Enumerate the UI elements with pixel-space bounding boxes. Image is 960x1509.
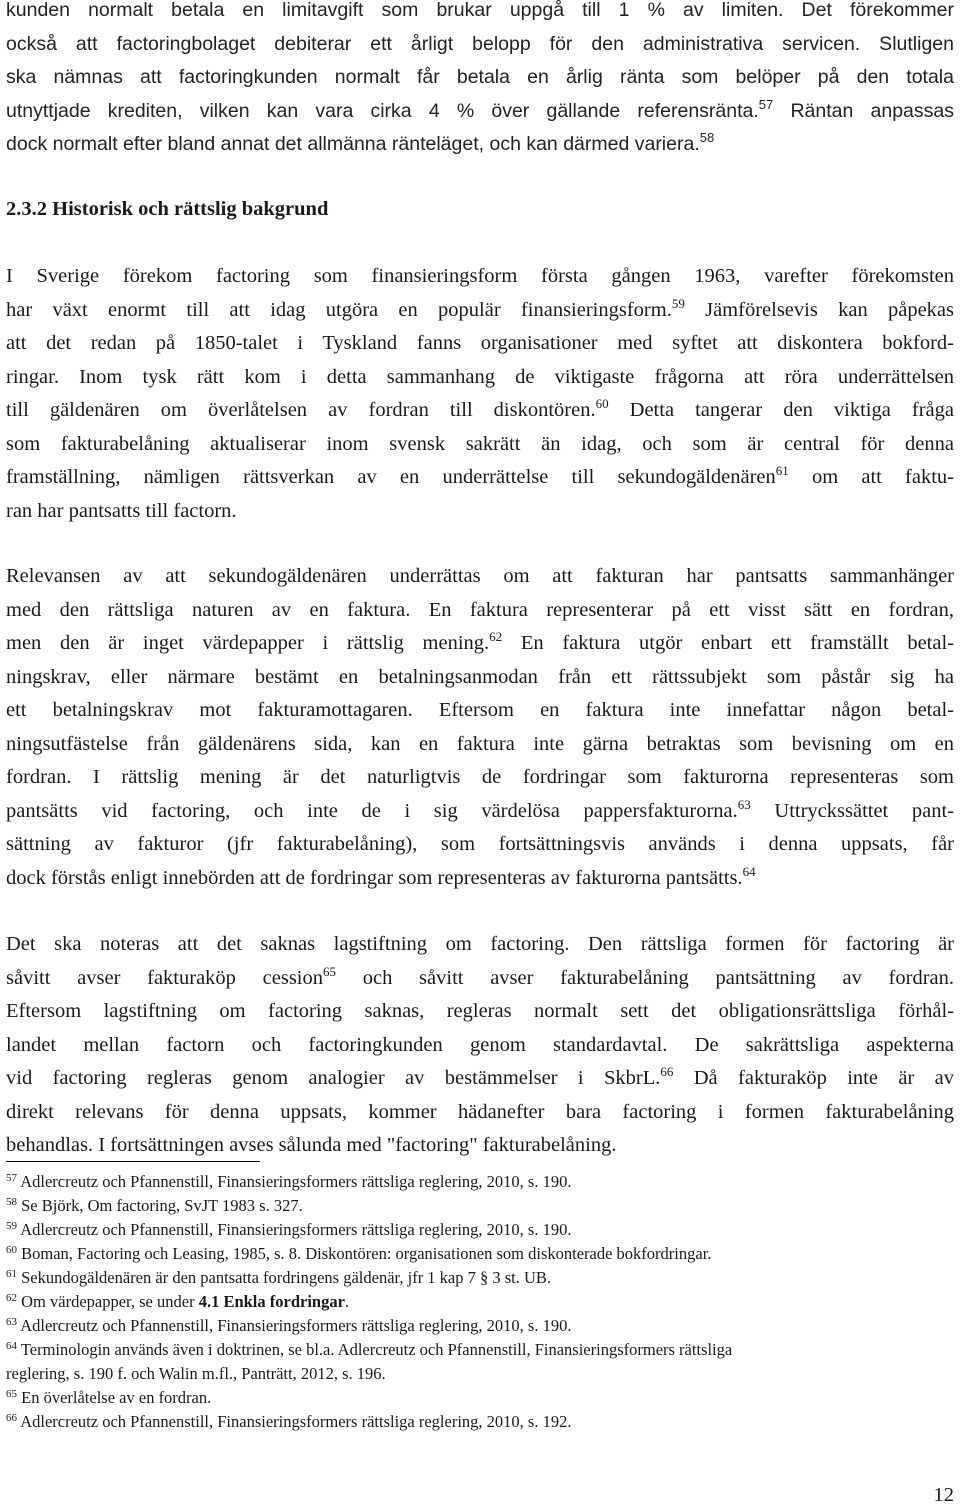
footnote-link-section[interactable]: 4.1 Enkla fordringar xyxy=(198,1292,345,1311)
footnote-ref[interactable]: 60 xyxy=(595,396,609,411)
text-fragment: utnyttjade krediten, vilken kan vara cirka 4 % över gällande referensränta. xyxy=(6,99,759,122)
footnote-item xyxy=(6,1386,954,1410)
footnote-item xyxy=(6,1290,954,1314)
footnote-text: Sekundogäldenären är den pantsatta fordringens gäldenär, jfr 1 kap 7 § 3 st. UB. xyxy=(17,1268,552,1287)
text-line xyxy=(6,294,954,328)
paragraph-legislation xyxy=(6,928,954,1163)
text-line xyxy=(6,627,954,661)
footnote-ref[interactable]: 62 xyxy=(489,629,503,644)
text-line: ningsutfästelse från gäldenärens sida, kan en faktura inte gärna betraktas som bevisning om en xyxy=(6,732,954,755)
footnote-text: Terminologin används även i doktrinen, se bl.a. Adlercreutz och Pfannenstill, Finansieringsformers rättsliga xyxy=(17,1340,733,1359)
text-fragment: Räntan anpassas xyxy=(773,99,954,122)
footnote-text: Se Björk, Om factoring, SvJT 1983 s. 327. xyxy=(17,1196,303,1215)
paragraph-continued xyxy=(6,0,954,162)
footnote-number: 64 xyxy=(6,1340,17,1352)
footnote-number: 57 xyxy=(6,1172,17,1184)
footnote-item xyxy=(6,1170,954,1194)
footnotes xyxy=(6,1170,954,1434)
footnote-ref[interactable]: 63 xyxy=(737,796,751,812)
footnote-number: 59 xyxy=(6,1220,17,1232)
footnote-text: En överlåtelse av en fordran. xyxy=(17,1388,212,1407)
text-line: ska nämnas att factoringkunden normalt får betala en årlig ränta som belöper på den totala xyxy=(6,66,954,88)
text-fragment: dock förstås enligt innebörden att de fordringar som representeras av fakturorna pantsätts. xyxy=(6,866,743,889)
text-fragment: pantsätts vid factoring, och inte de i sig värdelösa pappersfakturorna. xyxy=(6,799,738,822)
section-heading: 2.3.2 Historisk och rättslig bakgrund xyxy=(6,198,329,220)
text-line: ningskrav, eller närmare bestämt en betalningsanmodan från ett rättssubjekt som påstår sig ha xyxy=(6,665,954,688)
footnote-ref[interactable]: 58 xyxy=(699,130,715,145)
text-fragment: dock normalt efter bland annat det allmänna ränteläget, och kan därmed variera. xyxy=(6,133,700,155)
page-number: 12 xyxy=(933,1484,954,1506)
text-line: Relevansen av att sekundogäldenären underrättas om att fakturan har pantsatts sammanhänger xyxy=(6,565,954,587)
footnote-number: 66 xyxy=(6,1412,17,1424)
text-line xyxy=(6,795,954,829)
footnote-text: Boman, Factoring och Leasing, 1985, s. 8. Diskontören: organisationen som diskonterade bokfordringar. xyxy=(17,1244,712,1263)
text-line xyxy=(6,461,954,495)
footnote-ref[interactable]: 65 xyxy=(323,963,336,979)
footnote-separator xyxy=(6,1161,260,1162)
text-line: fordran. I rättslig mening är det naturligtvis de fordringar som fakturorna representeras som xyxy=(6,766,954,788)
text-line: ett betalningskrav mot fakturamottagaren. Eftersom en faktura inte innefattar någon betal- xyxy=(6,699,954,721)
text-fragment: till gäldenären om överlåtelsen av fordran till diskontören. xyxy=(6,399,596,421)
text-line xyxy=(6,128,954,162)
text-line: sättning av fakturor (jfr fakturabelåning), som fortsättningsvis används i denna uppsats, får xyxy=(6,833,954,855)
text-line: att det redan på 1850-talet i Tyskland fanns organisationer med syftet att diskontera bokford- xyxy=(6,332,954,354)
text-fragment: framställning, nämligen rättsverkan av en underrättelse till sekundogäldenären xyxy=(6,466,776,488)
text-fragment: har växt enormt till att idag utgöra en populär finansieringsform. xyxy=(6,298,672,321)
footnote-item xyxy=(6,1266,954,1290)
footnote-ref[interactable]: 57 xyxy=(758,96,774,112)
text-line xyxy=(6,1062,954,1096)
text-line: behandlas. I fortsättningen avses sålunda med "factoring" fakturabelåning. xyxy=(6,1134,617,1156)
footnote-number: 63 xyxy=(6,1316,17,1328)
footnote-ref[interactable]: 61 xyxy=(775,463,789,478)
text-line: kunden normalt betala en limitavgift som brukar uppgå till 1 % av limiten. Det förekommer xyxy=(6,0,954,21)
footnote-ref[interactable]: 66 xyxy=(660,1064,674,1079)
text-fragment: En faktura utgör enbart ett framställt betal- xyxy=(502,632,954,654)
text-line xyxy=(6,95,954,129)
footnote-number: 62 xyxy=(6,1292,17,1304)
text-line xyxy=(6,394,954,428)
text-line: med den rättsliga naturen av en faktura. En faktura representerar på ett visst sätt en fordran, xyxy=(6,598,954,621)
text-fragment: Jämförelsevis kan påpekas xyxy=(684,298,955,321)
text-line: Eftersom lagstiftning om factoring saknas, regleras normalt sett det obligationsrättsliga förhål- xyxy=(6,1000,954,1022)
footnote-text: . xyxy=(344,1292,350,1311)
footnote-item xyxy=(6,1218,954,1242)
text-fragment: men den är inget värdepapper i rättslig mening. xyxy=(6,632,490,654)
footnote-number: 65 xyxy=(6,1388,17,1400)
text-line: Det ska noteras att det saknas lagstiftning om factoring. Den rättsliga formen för factoring är xyxy=(6,933,954,955)
paragraph-invoice-nature xyxy=(6,560,954,895)
footnote-item xyxy=(6,1242,954,1266)
text-fragment: Då fakturaköp inte är av xyxy=(673,1067,955,1089)
text-line: ran har pantsatts till factorn. xyxy=(6,499,237,522)
text-line: I Sverige förekom factoring som finansieringsform första gången 1963, varefter förekomsten xyxy=(6,265,954,287)
text-line: landet mellan factorn och factoringkunden genom standardavtal. De sakrättsliga aspekterna xyxy=(6,1033,954,1056)
footnote-ref[interactable]: 64 xyxy=(742,863,756,879)
footnote-text: Adlercreutz och Pfannenstill, Finansieringsformers rättsliga reglering, 2010, s. 190. xyxy=(17,1220,572,1239)
footnote-number: 58 xyxy=(6,1196,17,1208)
text-fragment: såvitt avser fakturaköp cession xyxy=(6,966,323,989)
text-line: som fakturabelåning aktualiserar inom svensk sakrätt än idag, och som är central för denna xyxy=(6,432,954,455)
text-fragment: Detta tangerar den viktiga fråga xyxy=(608,399,954,421)
text-line: direkt relevans för denna uppsats, kommer hädanefter bara factoring i formen fakturabelåning xyxy=(6,1100,954,1123)
text-fragment: Uttryckssättet pant- xyxy=(750,799,954,822)
text-fragment: och såvitt avser fakturabelåning pantsättning av fordran. xyxy=(336,966,954,989)
footnote-text: Adlercreutz och Pfannenstill, Finansieringsformers rättsliga reglering, 2010, s. 190. xyxy=(17,1316,572,1335)
footnote-text: Om värdepapper, se under xyxy=(17,1292,199,1311)
text-line xyxy=(6,862,954,896)
footnote-item xyxy=(6,1314,954,1338)
text-line xyxy=(6,962,954,996)
paragraph-historical-background xyxy=(6,260,954,528)
text-fragment: vid factoring regleras genom analogier av bestämmelser i SkbrL. xyxy=(6,1067,661,1089)
footnote-number: 60 xyxy=(6,1244,17,1256)
footnote-number: 61 xyxy=(6,1268,17,1280)
footnote-item xyxy=(6,1338,954,1362)
text-fragment: om att faktu- xyxy=(788,466,954,488)
text-line: ringar. Inom tysk rätt kom i detta sammanhang de viktigaste frågorna att röra underrättelsen xyxy=(6,365,954,388)
footnote-item xyxy=(6,1194,954,1218)
footnote-ref[interactable]: 59 xyxy=(671,295,685,311)
footnote-text: Adlercreutz och Pfannenstill, Finansieringsformers rättsliga reglering, 2010, s. 192. xyxy=(17,1412,572,1431)
text-line: också att factoringbolaget debiterar ett årligt belopp för den administrativa servicen. Slutligen xyxy=(6,32,954,55)
footnote-item xyxy=(6,1410,954,1434)
footnote-text: Adlercreutz och Pfannenstill, Finansieringsformers rättsliga reglering, 2010, s. 190. xyxy=(17,1172,572,1191)
footnote-continuation: reglering, s. 190 f. och Walin m.fl., Panträtt, 2012, s. 196. xyxy=(6,1364,386,1383)
